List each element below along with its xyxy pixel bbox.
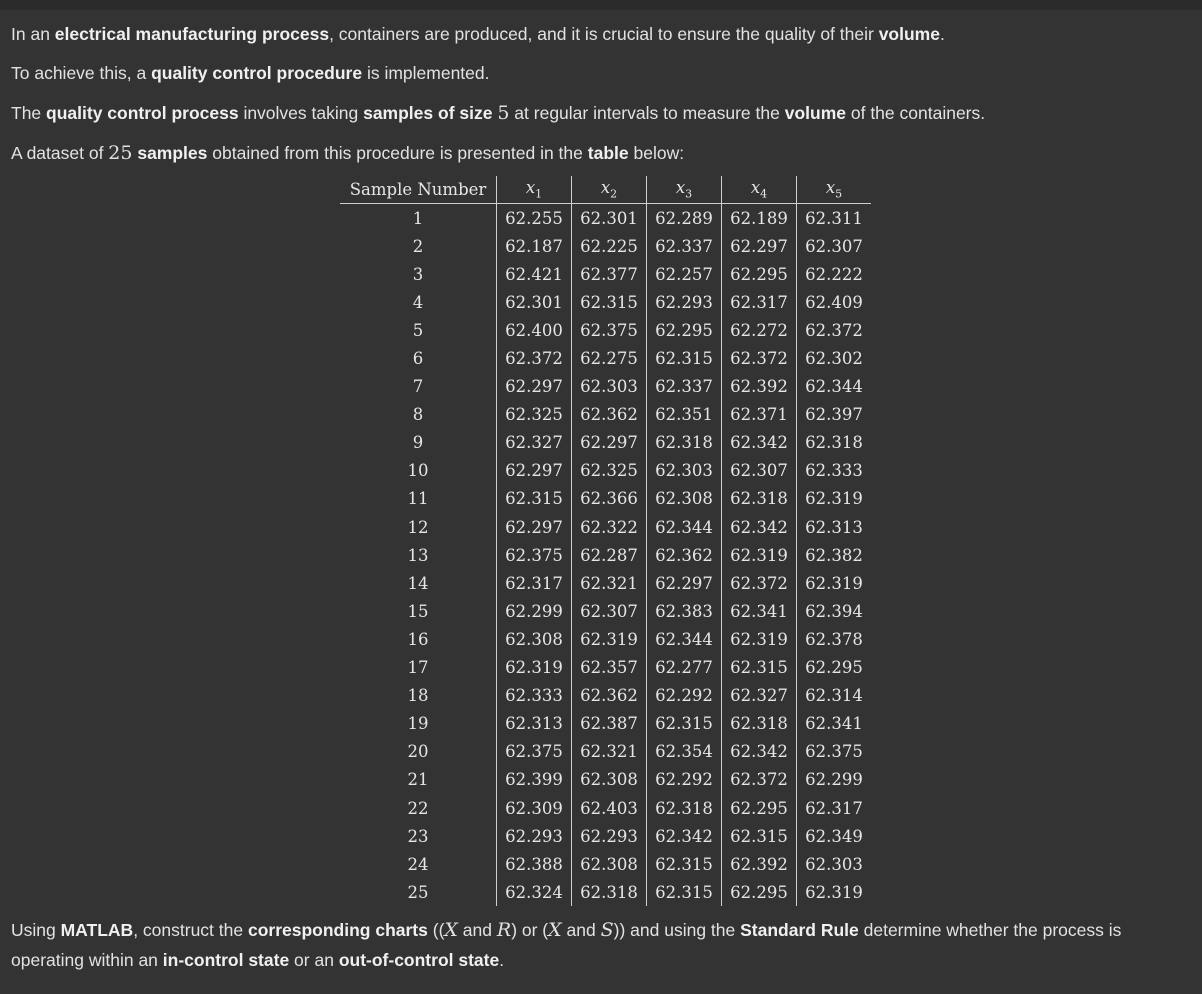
- measurement-cell-x1: 62.327: [497, 429, 572, 457]
- table-row: [340, 822, 871, 850]
- measurement-cell-x1: 62.375: [497, 738, 572, 766]
- measurement-cell-x5: 62.319: [797, 569, 872, 597]
- measurement-cell-x3: 62.289: [647, 204, 722, 233]
- measurement-cell-x1: 62.293: [497, 822, 572, 850]
- measurement-cell-x4: 62.315: [722, 822, 797, 850]
- sample-number-cell: 24: [407, 854, 429, 874]
- measurement-cell-x5: 62.341: [797, 710, 872, 738]
- header-x5: $x_5$: [797, 176, 872, 204]
- measurement-cell-x2: 62.293: [572, 822, 647, 850]
- measurement-cell-x2: 62.321: [572, 569, 647, 597]
- table-row: [340, 850, 871, 878]
- measurement-cell-x5: 62.317: [797, 794, 872, 822]
- measurement-cell-x3: 62.362: [647, 541, 722, 569]
- table-row: [340, 654, 871, 682]
- measurement-cell-x4: 62.189: [722, 204, 797, 233]
- measurement-cell-x5: 62.409: [797, 288, 872, 316]
- sample-number-cell: 4: [412, 292, 424, 312]
- table-row: [340, 794, 871, 822]
- measurement-cell-x1: 62.317: [497, 569, 572, 597]
- measurement-cell-x4: 62.371: [722, 401, 797, 429]
- measurement-cell-x3: 62.315: [647, 710, 722, 738]
- measurement-cell-x4: 62.372: [722, 766, 797, 794]
- table-row: [340, 204, 871, 233]
- measurement-cell-x3: 62.295: [647, 316, 722, 344]
- header-x1: $x_1$: [497, 176, 572, 204]
- top-bar: [0, 0, 1202, 10]
- table-row: [340, 316, 871, 344]
- intro-paragraph-4: A dataset of 25 samples obtained from this procedure is presented in the table below:: [11, 142, 685, 164]
- table-row: [340, 457, 871, 485]
- header-x4: $x_4$: [722, 176, 797, 204]
- sample-number-cell: 20: [407, 742, 429, 762]
- measurement-cell-x5: 62.394: [797, 597, 872, 625]
- sample-number-cell: 12: [407, 517, 429, 537]
- measurement-cell-x1: 62.308: [497, 625, 572, 653]
- measurement-cell-x3: 62.337: [647, 232, 722, 260]
- measurement-cell-x3: 62.342: [647, 822, 722, 850]
- sample-number-cell: 2: [412, 236, 424, 256]
- measurement-cell-x5: 62.299: [797, 766, 872, 794]
- sample-number-cell: 22: [407, 798, 429, 818]
- measurement-cell-x5: 62.313: [797, 513, 872, 541]
- sample-number-cell: 15: [407, 601, 429, 621]
- measurement-cell-x3: 62.383: [647, 597, 722, 625]
- table-row: [340, 373, 871, 401]
- measurement-cell-x3: 62.315: [647, 344, 722, 372]
- sample-number-cell: 18: [407, 686, 429, 706]
- sample-number-cell: 3: [412, 264, 424, 284]
- measurement-cell-x2: 62.308: [572, 850, 647, 878]
- measurement-cell-x5: 62.372: [797, 316, 872, 344]
- measurement-cell-x4: 62.319: [722, 541, 797, 569]
- measurement-cell-x1: 62.301: [497, 288, 572, 316]
- measurement-cell-x1: 62.375: [497, 541, 572, 569]
- measurement-cell-x2: 62.357: [572, 654, 647, 682]
- measurement-cell-x4: 62.315: [722, 654, 797, 682]
- measurement-cell-x5: 62.333: [797, 457, 872, 485]
- measurement-cell-x3: 62.293: [647, 288, 722, 316]
- measurement-cell-x4: 62.319: [722, 625, 797, 653]
- measurement-cell-x4: 62.341: [722, 597, 797, 625]
- measurement-cell-x5: 62.349: [797, 822, 872, 850]
- measurement-cell-x5: 62.378: [797, 625, 872, 653]
- measurement-cell-x4: 62.372: [722, 569, 797, 597]
- measurement-cell-x5: 62.311: [797, 204, 872, 233]
- intro-paragraph-1: In an electrical manufacturing process, containers are produced, and it is crucial to ensure the quality of their volume.: [11, 24, 945, 44]
- table-row: [340, 401, 871, 429]
- sample-number-cell: 13: [407, 545, 429, 565]
- measurement-cell-x3: 62.351: [647, 401, 722, 429]
- sample-number-cell: 1: [412, 208, 424, 228]
- table-row: [340, 682, 871, 710]
- measurement-cell-x1: 62.319: [497, 654, 572, 682]
- measurement-cell-x5: 62.222: [797, 260, 872, 288]
- table-row: [340, 766, 871, 794]
- measurement-cell-x3: 62.315: [647, 878, 722, 906]
- measurement-cell-x3: 62.344: [647, 625, 722, 653]
- measurement-cell-x1: 62.315: [497, 485, 572, 513]
- measurement-cell-x3: 62.277: [647, 654, 722, 682]
- measurement-cell-x4: 62.317: [722, 288, 797, 316]
- table-row: [340, 288, 871, 316]
- sample-number-cell: 19: [407, 714, 429, 734]
- task-paragraph-1: Using MATLAB, construct the corresponding charts ((X and R) or (X and S)) and using the Standard Rule determine whether the process is: [11, 919, 1122, 941]
- measurement-cell-x3: 62.318: [647, 429, 722, 457]
- sample-number-cell: 14: [407, 573, 429, 593]
- measurement-cell-x1: 62.297: [497, 513, 572, 541]
- table-row: [340, 541, 871, 569]
- task-paragraph-2: operating within an in-control state or an out-of-control state.: [11, 950, 505, 970]
- table-row: [340, 710, 871, 738]
- measurement-cell-x4: 62.342: [722, 738, 797, 766]
- measurement-cell-x3: 62.303: [647, 457, 722, 485]
- measurement-cell-x3: 62.354: [647, 738, 722, 766]
- measurement-cell-x2: 62.287: [572, 541, 647, 569]
- measurement-cell-x3: 62.257: [647, 260, 722, 288]
- measurement-cell-x2: 62.366: [572, 485, 647, 513]
- sample-number-cell: 5: [412, 320, 424, 340]
- measurement-cell-x4: 62.297: [722, 232, 797, 260]
- measurement-cell-x4: 62.342: [722, 429, 797, 457]
- measurement-cell-x2: 62.377: [572, 260, 647, 288]
- measurement-cell-x3: 62.344: [647, 513, 722, 541]
- sample-number-cell: 23: [407, 826, 429, 846]
- measurement-cell-x1: 62.309: [497, 794, 572, 822]
- measurement-cell-x2: 62.362: [572, 682, 647, 710]
- measurement-cell-x2: 62.301: [572, 204, 647, 233]
- measurement-cell-x1: 62.299: [497, 597, 572, 625]
- table-row: [340, 485, 871, 513]
- measurement-cell-x3: 62.308: [647, 485, 722, 513]
- table-row: [340, 597, 871, 625]
- sample-number-cell: 17: [407, 658, 429, 678]
- table-header-row: [340, 176, 871, 204]
- measurement-cell-x1: 62.187: [497, 232, 572, 260]
- samples-table: [340, 176, 871, 906]
- measurement-cell-x2: 62.319: [572, 625, 647, 653]
- intro-paragraph-3: The quality control process involves taking samples of size 5 at regular intervals to measure the volume of the containers.: [11, 102, 986, 124]
- measurement-cell-x2: 62.375: [572, 316, 647, 344]
- measurement-cell-x1: 62.388: [497, 850, 572, 878]
- sample-number-cell: 11: [407, 489, 429, 509]
- measurement-cell-x1: 62.297: [497, 373, 572, 401]
- measurement-cell-x4: 62.272: [722, 316, 797, 344]
- measurement-cell-x4: 62.295: [722, 260, 797, 288]
- measurement-cell-x1: 62.372: [497, 344, 572, 372]
- measurement-cell-x5: 62.319: [797, 485, 872, 513]
- measurement-cell-x5: 62.375: [797, 738, 872, 766]
- table-row: [340, 738, 871, 766]
- sample-number-cell: 6: [412, 349, 424, 369]
- measurement-cell-x5: 62.314: [797, 682, 872, 710]
- measurement-cell-x4: 62.295: [722, 878, 797, 906]
- measurement-cell-x1: 62.421: [497, 260, 572, 288]
- sample-number-cell: 10: [407, 461, 429, 481]
- measurement-cell-x2: 62.403: [572, 794, 647, 822]
- measurement-cell-x3: 62.315: [647, 850, 722, 878]
- measurement-cell-x3: 62.337: [647, 373, 722, 401]
- sample-number-cell: 16: [407, 629, 429, 649]
- measurement-cell-x3: 62.292: [647, 682, 722, 710]
- measurement-cell-x2: 62.322: [572, 513, 647, 541]
- sample-number-cell: 9: [412, 433, 424, 453]
- sample-number-cell: 7: [412, 377, 424, 397]
- table-row: [340, 625, 871, 653]
- measurement-cell-x4: 62.318: [722, 485, 797, 513]
- table-row: [340, 878, 871, 906]
- measurement-cell-x2: 62.325: [572, 457, 647, 485]
- measurement-cell-x5: 62.295: [797, 654, 872, 682]
- measurement-cell-x4: 62.342: [722, 513, 797, 541]
- measurement-cell-x5: 62.307: [797, 232, 872, 260]
- header-sample-number: Sample Number: [340, 176, 497, 204]
- measurement-cell-x1: 62.400: [497, 316, 572, 344]
- sample-number-cell: 21: [407, 770, 429, 790]
- measurement-cell-x2: 62.307: [572, 597, 647, 625]
- table-row: [340, 513, 871, 541]
- table-row: [340, 260, 871, 288]
- measurement-cell-x3: 62.292: [647, 766, 722, 794]
- measurement-cell-x2: 62.297: [572, 429, 647, 457]
- measurement-cell-x5: 62.303: [797, 850, 872, 878]
- measurement-cell-x2: 62.362: [572, 401, 647, 429]
- measurement-cell-x2: 62.318: [572, 878, 647, 906]
- measurement-cell-x4: 62.318: [722, 710, 797, 738]
- measurement-cell-x1: 62.324: [497, 878, 572, 906]
- measurement-cell-x5: 62.397: [797, 401, 872, 429]
- measurement-cell-x2: 62.275: [572, 344, 647, 372]
- measurement-cell-x3: 62.297: [647, 569, 722, 597]
- measurement-cell-x1: 62.399: [497, 766, 572, 794]
- table-row: [340, 429, 871, 457]
- measurement-cell-x2: 62.308: [572, 766, 647, 794]
- measurement-cell-x4: 62.372: [722, 344, 797, 372]
- measurement-cell-x2: 62.315: [572, 288, 647, 316]
- measurement-cell-x5: 62.318: [797, 429, 872, 457]
- measurement-cell-x4: 62.392: [722, 373, 797, 401]
- measurement-cell-x3: 62.318: [647, 794, 722, 822]
- measurement-cell-x5: 62.302: [797, 344, 872, 372]
- measurement-cell-x1: 62.313: [497, 710, 572, 738]
- measurement-cell-x5: 62.382: [797, 541, 872, 569]
- measurement-cell-x4: 62.295: [722, 794, 797, 822]
- sample-number-cell: 8: [412, 405, 424, 425]
- measurement-cell-x2: 62.303: [572, 373, 647, 401]
- table-row: [340, 232, 871, 260]
- header-x3: $x_3$: [647, 176, 722, 204]
- table-row: [340, 344, 871, 372]
- header-x2: $x_2$: [572, 176, 647, 204]
- measurement-cell-x1: 62.325: [497, 401, 572, 429]
- table-row: [340, 569, 871, 597]
- measurement-cell-x2: 62.225: [572, 232, 647, 260]
- intro-paragraph-2: To achieve this, a quality control procedure is implemented.: [11, 63, 490, 83]
- measurement-cell-x1: 62.333: [497, 682, 572, 710]
- measurement-cell-x4: 62.392: [722, 850, 797, 878]
- measurement-cell-x2: 62.387: [572, 710, 647, 738]
- measurement-cell-x5: 62.344: [797, 373, 872, 401]
- sample-number-cell: 25: [407, 882, 429, 902]
- measurement-cell-x4: 62.327: [722, 682, 797, 710]
- table-body: [340, 204, 871, 907]
- measurement-cell-x1: 62.297: [497, 457, 572, 485]
- measurement-cell-x4: 62.307: [722, 457, 797, 485]
- measurement-cell-x5: 62.319: [797, 878, 872, 906]
- measurement-cell-x2: 62.321: [572, 738, 647, 766]
- measurement-cell-x1: 62.255: [497, 204, 572, 233]
